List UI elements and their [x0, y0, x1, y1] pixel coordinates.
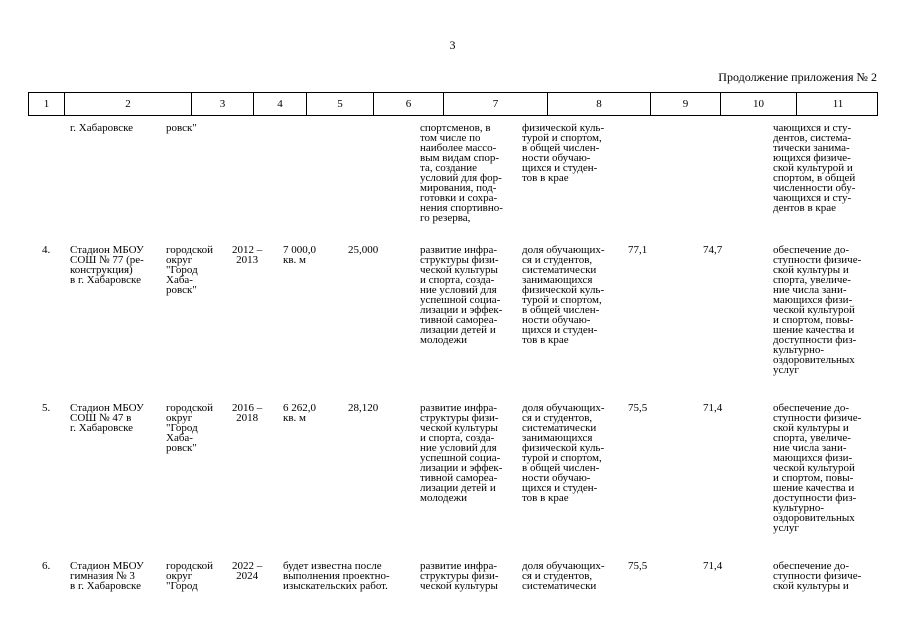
cost: 28,120 — [348, 402, 379, 414]
header-cell: 1 — [29, 93, 65, 115]
object-name: Стадион МБОУ СОШ № 47 в г. Хабаровске — [70, 402, 144, 434]
goal: развитие инфра- структуры физи- ческой культуры и спорта, созда- ние условий для успешной социа- лизации и эффек- тивной самореа- лизации детей и молодежи — [420, 402, 503, 504]
row-number: 6. — [42, 560, 51, 572]
capacity: 6 262,0 кв. м — [283, 402, 316, 424]
expected-result: чающихся и сту- дентов, система- тически занима- ющихся физиче- ской культурой и спортом, в общей численности обу- чающихся и сту- дентов в крае — [773, 122, 856, 214]
page-number: 3 — [449, 38, 456, 52]
expected-result: обеспечение до- ступности физиче- ской культуры и спорта, увеличе- ние числа зани- мающихся физи- ческой культурой и спортом, повы- шение качества и доступности физ- культурно- оздоровительных услуг — [773, 244, 862, 376]
indicator-value-9: 77,1 — [628, 244, 648, 256]
indicator-value-10: 71,4 — [703, 402, 723, 414]
row-number: 4. — [42, 244, 51, 256]
header-cell: 7 — [444, 93, 548, 115]
indicator-value-10: 74,7 — [703, 244, 723, 256]
header-cell: 5 — [307, 93, 374, 115]
capacity: 7 000,0 кв. м — [283, 244, 316, 266]
period: 2016 – 2018 — [232, 402, 263, 424]
territory: городской округ "Город Хаба- ровск" — [166, 244, 214, 296]
indicator: доля обучающих- ся и студентов, систематически занимающихся физической куль- турой и спортом, в общей числен- ности обучаю- щихся и студен- тов в крае — [522, 244, 605, 346]
indicator-value-9: 75,5 — [628, 402, 648, 414]
indicator-value-10: 71,4 — [703, 560, 723, 572]
header-cell: 2 — [65, 93, 192, 115]
capacity: будет известна после выполнения проектно- изыскательских работ. — [283, 560, 390, 592]
territory: городской округ "Город — [166, 560, 214, 592]
territory: городской округ "Город Хаба- ровск" — [166, 402, 214, 454]
object-name: Стадион МБОУ СОШ № 77 (ре- конструкция) в г. Хабаровске — [70, 244, 144, 286]
object-name: г. Хабаровске — [70, 122, 134, 134]
cost: 25,000 — [348, 244, 379, 256]
header-cell: 4 — [254, 93, 307, 115]
header-cell: 10 — [721, 93, 797, 115]
header-cell: 8 — [548, 93, 651, 115]
header-cell: 9 — [651, 93, 721, 115]
object-name: Стадион МБОУ гимназия № 3 в г. Хабаровске — [70, 560, 144, 592]
table-header-row — [28, 92, 878, 116]
territory: ровск" — [166, 122, 197, 134]
expected-result: обеспечение до- ступности физиче- ской культуры и — [773, 560, 862, 592]
indicator: доля обучающих- ся и студентов, систематически занимающихся физической куль- турой и спортом, в общей числен- ности обучаю- щихся и студен- тов в крае — [522, 402, 605, 504]
period: 2022 – 2024 — [232, 560, 263, 582]
goal: развитие инфра- структуры физи- ческой культуры и спорта, созда- ние условий для успешной социа- лизации и эффек- тивной самореа- лизации детей и молодежи — [420, 244, 503, 346]
indicator: доля обучающих- ся и студентов, систематически — [522, 560, 605, 592]
period: 2012 – 2013 — [232, 244, 263, 266]
header-cell: 3 — [192, 93, 254, 115]
header-cell: 6 — [374, 93, 444, 115]
expected-result: обеспечение до- ступности физиче- ской культуры и спорта, увеличе- ние числа зани- мающихся физи- ческой культурой и спортом, повы- шение качества и доступности физ- культурно- оздоровительных услуг — [773, 402, 862, 534]
goal: спортсменов, в том числе по наиболее массо- вым видам спор- та, создание условий для фор- мирования, под- готовки и сохра- нения спортивно- го резерва, — [420, 122, 503, 224]
row-number: 5. — [42, 402, 51, 414]
indicator: физической куль- турой и спортом, в общей числен- ности обучаю- щихся и студен- тов в крае — [522, 122, 605, 184]
appendix-continuation-note: Продолжение приложения № 2 — [718, 70, 877, 84]
header-cell: 11 — [832, 98, 844, 110]
indicator-value-9: 75,5 — [628, 560, 648, 572]
goal: развитие инфра- структуры физи- ческой культуры — [420, 560, 499, 592]
